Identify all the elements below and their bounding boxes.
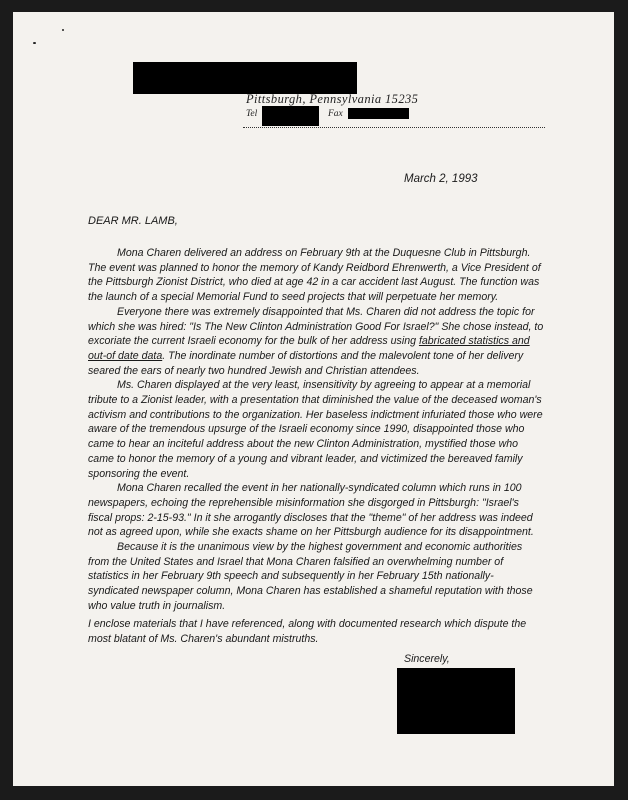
paragraph-2-text-b: . The inordinate number of distortions and the malevolent tone of her delivery seared the ears of nearly two hundred Jewish and Christian attendees. bbox=[88, 349, 524, 377]
paragraph-1: Mona Charen delivered an address on February 9th at the Duquesne Club in Pittsburgh. The event was planned to honor the memory of Kandy Reidbord Ehrenwerth, a Vice President of the Pittsburgh Zionist District, who died at age 42 in a car accident last August. The function was the launch of a special Memorial Fund to seed projects that will perpetuate her memory. bbox=[88, 247, 541, 304]
paragraph-4: Mona Charen recalled the event in her nationally-syndicated column which runs in 100 newspapers, echoing the reprehensible misinformation she disgorged in Pittsburgh: "Israel's fiscal props: 2-15-93." In it she arrogantly discloses that the "theme" of her address was indeed not as agreed upon, while she exacts shame on her Pittsburgh audience for its disappointment. bbox=[88, 482, 534, 539]
paragraph-5: Because it is the unanimous view by the highest government and economic authorities from the United States and Israel that Mona Charen falsified an overwhelming number of statistics in her February 9th speech and subsequently in her February 15th nationally-syndicated newspaper column, Mona Charen has established a shameful reputation with those who value truth in journalism. bbox=[88, 541, 533, 612]
letterhead-divider bbox=[243, 127, 545, 128]
redacted-letterhead-name bbox=[133, 62, 357, 94]
fax-label: Fax bbox=[328, 109, 343, 119]
enclosure-note: I enclose materials that I have referenced, along with documented research which dispute the most blatant of Ms. Charen's abundant mistruths. bbox=[88, 618, 527, 645]
tel-label: Tel bbox=[246, 109, 258, 119]
underlined-phrase: fabricated statistics and out-of date data bbox=[88, 335, 530, 362]
letter-body bbox=[88, 246, 544, 614]
redacted-tel bbox=[262, 106, 319, 126]
salutation: DEAR MR. LAMB, bbox=[88, 215, 178, 227]
letter-page bbox=[13, 12, 614, 786]
paragraph-2 bbox=[88, 305, 544, 379]
paragraph-3: Ms. Charen displayed at the very least, insensitivity by agreeing to appear at a memorial tribute to a Zionist leader, with a presentation that diminished the value of the deceased woman's activism and contributions to the organization. Her baseless indictment infuriated those who were aware of the tremendous upsurge of the Israeli economy since 1990, disappointed those who came to hear an inciteful address about the new Clinton Administration, mystified those who came to honor the memory of a young and vibrant leader, and victimized the bereaved family sponsoring the event. bbox=[88, 379, 543, 480]
letterhead-address: Pittsburgh, Pennsylvania 15235 bbox=[246, 92, 419, 106]
closing: Sincerely, bbox=[404, 653, 450, 665]
redacted-signature bbox=[397, 668, 515, 734]
paragraph-2-text-a: Everyone there was extremely disappointed that Ms. Charen did not address the topic for which she was hired: "Is The New Clinton Administration Good For Israel?" She chose instead, to excoriate the current Israeli economy for the bulk of her address using bbox=[88, 305, 544, 348]
redacted-fax bbox=[348, 108, 409, 119]
scan-speck bbox=[33, 42, 36, 44]
letter-date: March 2, 1993 bbox=[404, 173, 478, 185]
scan-speck bbox=[62, 29, 64, 31]
